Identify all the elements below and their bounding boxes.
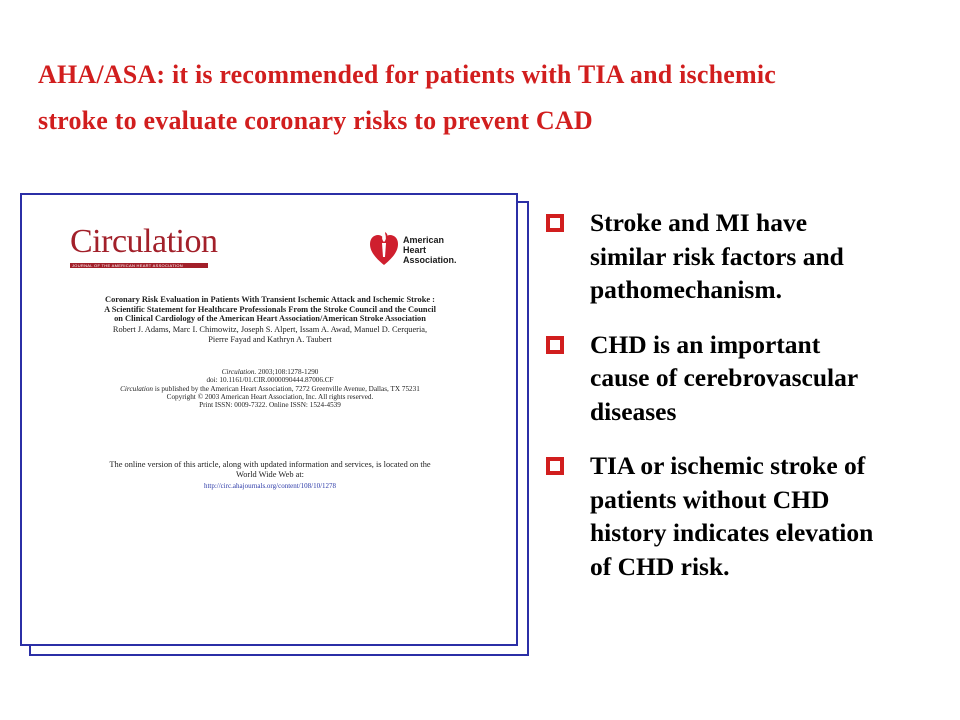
publisher-journal: Circulation <box>120 384 154 393</box>
online-version-note <box>60 460 480 480</box>
doi: doi: 10.1161/01.CIR.0000090444.87006.CF <box>206 376 334 385</box>
aha-logo-line-1: American <box>403 235 445 245</box>
citation-line <box>60 368 480 376</box>
red-square-bullet-icon <box>546 214 564 232</box>
aha-logo-line-2: Heart <box>403 245 427 255</box>
red-square-bullet-icon <box>546 457 564 475</box>
aha-logo-text <box>403 235 457 265</box>
article-authors <box>60 325 480 344</box>
bullet-3-line-4: of CHD risk. <box>590 551 730 581</box>
journal-article-thumbnail <box>20 193 518 646</box>
bullet-item <box>546 328 951 429</box>
authors-line-2: Pierre Fayad and Kathryn A. Taubert <box>208 334 332 344</box>
copyright: Copyright © 2003 American Heart Association, Inc. All rights reserved. <box>166 392 374 401</box>
red-square-bullet-icon <box>546 336 564 354</box>
slide-title <box>38 52 953 144</box>
article-title-line-1: Coronary Risk Evaluation in Patients With Transient Ischemic Attack and Ischemic Stroke : <box>105 295 435 304</box>
bullet-2-line-2: cause of cerebrovascular <box>590 363 859 392</box>
article-citation <box>60 368 480 409</box>
bullet-3-line-2: patients without CHD <box>590 484 830 514</box>
issn: Print ISSN: 0009-7322. Online ISSN: 1524-4539 <box>199 401 341 410</box>
bullet-1-line-2: similar risk factors and <box>590 241 844 271</box>
bullet-list <box>546 206 951 604</box>
bullet-text <box>590 328 951 429</box>
slide-title-line-2: stroke to evaluate coronary risks to prevent CAD <box>38 106 593 135</box>
bullet-item <box>546 449 951 583</box>
bullet-1-line-1: Stroke and MI have <box>590 208 808 237</box>
circulation-logo-subtitle: JOURNAL OF THE AMERICAN HEART ASSOCIATION <box>72 263 183 268</box>
citation-ref: 2003;108:1278-1290 <box>256 368 319 376</box>
aha-logo-line-3: Association. <box>403 255 457 265</box>
citation-journal: Circulation. <box>221 368 257 376</box>
heart-torch-icon <box>369 231 399 267</box>
article-url-link[interactable]: http://circ.ahajournals.org/content/108/10/1278 <box>203 482 337 490</box>
circulation-logo: Circulation <box>70 223 218 260</box>
bullet-item <box>546 206 951 307</box>
bullet-3-line-3: history indicates elevation <box>590 518 874 547</box>
bullet-3-line-1: TIA or ischemic stroke of <box>590 451 866 480</box>
publisher-rest: is published by the American Heart Association, 7272 Greenville Avenue, Dallas, TX 75231 <box>153 384 420 393</box>
bullet-text <box>590 206 951 307</box>
authors-line-1: Robert J. Adams, Marc I. Chimowitz, Joseph S. Alpert, Issam A. Awad, Manuel D. Cerqueria, <box>112 325 428 334</box>
publisher-line <box>60 385 480 393</box>
bullet-text <box>590 449 951 583</box>
article-title-line-2: A Scientific Statement for Healthcare Professionals From the Stroke Council and the Council <box>104 304 436 314</box>
online-line-1: The online version of this article, along with updated information and services, is located on the <box>109 460 431 469</box>
bullet-2-line-1: CHD is an important <box>590 329 821 359</box>
slide-title-line-1: AHA/ASA: it is recommended for patients with TIA and ischemic <box>38 60 777 89</box>
bullet-2-line-3: diseases <box>590 396 677 426</box>
online-line-2: World Wide Web at: <box>235 470 304 479</box>
bullet-1-line-3: pathomechanism. <box>590 275 782 304</box>
article-title-line-3: on Clinical Cardiology of the American Heart Association/American Stroke Association <box>114 314 426 324</box>
article-title <box>60 295 480 324</box>
